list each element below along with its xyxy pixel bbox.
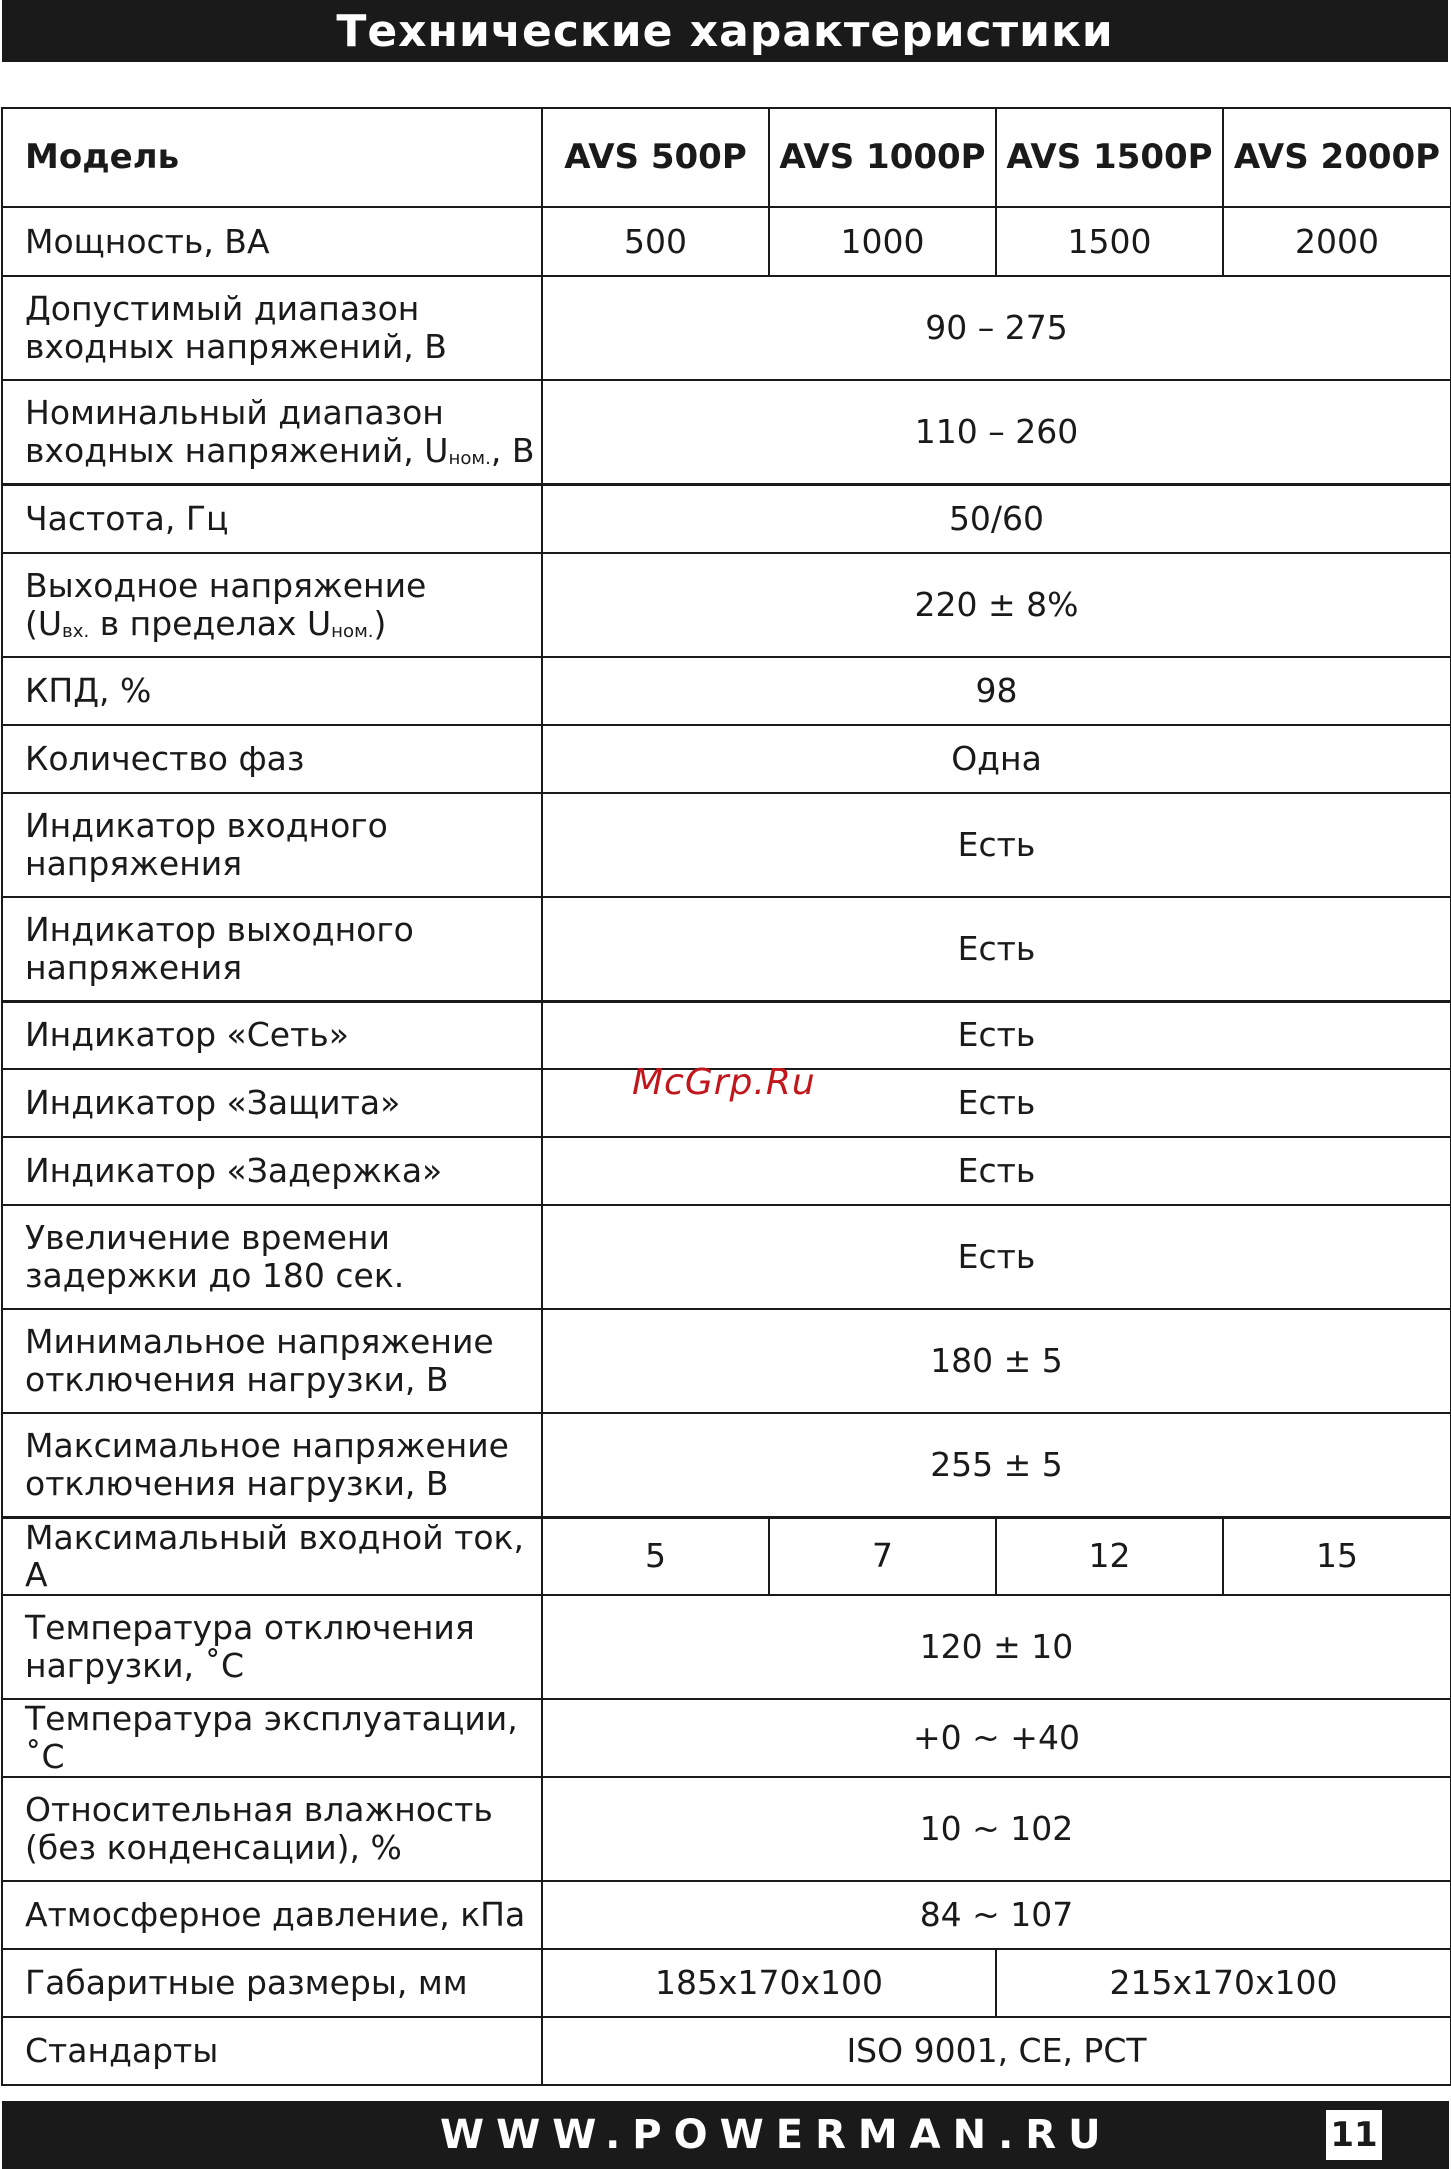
table-row	[2, 1413, 1451, 1517]
model-cell: AVS 1000P	[769, 108, 996, 207]
table-row	[2, 897, 1451, 1001]
row-value: Одна	[542, 725, 1451, 793]
footer-url[interactable]: WWW.POWERMAN.RU	[440, 2112, 1113, 2158]
row-value: 1500	[996, 207, 1223, 276]
row-value: 98	[542, 657, 1451, 725]
page-title: Технические характеристики	[336, 5, 1114, 57]
row-value: 180 ± 5	[542, 1309, 1451, 1413]
model-header: Модель	[2, 108, 542, 207]
row-label: Индикатор «Задержка»	[2, 1137, 542, 1205]
model-cell: AVS 2000P	[1223, 108, 1451, 207]
row-value: 1000	[769, 207, 996, 276]
row-label: Количество фаз	[2, 725, 542, 793]
row-label: Максимальный входной ток, А	[2, 1517, 542, 1595]
row-label: Номинальный диапазон входных напряжений, Uном., В	[2, 380, 542, 484]
table-row	[2, 1001, 1451, 1069]
row-label: Минимальное напряжение отключения нагрузки, В	[2, 1309, 542, 1413]
row-label: Частота, Гц	[2, 484, 542, 553]
table-row	[2, 1949, 1451, 2017]
row-label: Индикатор входного напряжения	[2, 793, 542, 897]
table-row	[2, 725, 1451, 793]
row-label: Атмосферное давление, кПа	[2, 1881, 542, 1949]
table-row	[2, 1205, 1451, 1309]
row-label: Максимальное напряжение отключения нагрузки, В	[2, 1413, 542, 1517]
row-value: ISO 9001, CE, РСТ	[542, 2017, 1451, 2085]
row-label: Индикатор «Сеть»	[2, 1001, 542, 1069]
row-value: 255 ± 5	[542, 1413, 1451, 1517]
table-row	[2, 1137, 1451, 1205]
row-value: 10 ~ 102	[542, 1777, 1451, 1881]
header-bar	[2, 0, 1448, 62]
row-value: +0 ~ +40	[542, 1699, 1451, 1777]
row-value: Есть	[542, 897, 1451, 1001]
table-row	[2, 484, 1451, 553]
row-label: Габаритные размеры, мм	[2, 1949, 542, 2017]
table-row	[2, 553, 1451, 657]
row-value: 84 ~ 107	[542, 1881, 1451, 1949]
table-row	[2, 1699, 1451, 1777]
row-value: 15	[1223, 1517, 1451, 1595]
row-value: 2000	[1223, 207, 1451, 276]
table-row	[2, 793, 1451, 897]
table-row	[2, 380, 1451, 484]
row-value: 5	[542, 1517, 769, 1595]
row-value: 50/60	[542, 484, 1451, 553]
row-value: 215x170x100	[996, 1949, 1451, 2017]
table-row	[2, 1777, 1451, 1881]
row-value: Есть	[542, 1001, 1451, 1069]
row-label: Индикатор выходного напряжения	[2, 897, 542, 1001]
row-label: Температура эксплуатации, ˚С	[2, 1699, 542, 1777]
table-row	[2, 657, 1451, 725]
row-label: Мощность, ВА	[2, 207, 542, 276]
page-number: 11	[1326, 2110, 1382, 2160]
row-label: Температура отключения нагрузки, ˚С	[2, 1595, 542, 1699]
row-value: 7	[769, 1517, 996, 1595]
table-header-row	[2, 108, 1451, 207]
table-row	[2, 276, 1451, 380]
model-cell: AVS 1500P	[996, 108, 1223, 207]
row-value: 110 – 260	[542, 380, 1451, 484]
table-row	[2, 1881, 1451, 1949]
row-label: Выходное напряжение (Uвх. в пределах Uном.)	[2, 553, 542, 657]
table-row	[2, 1517, 1451, 1595]
row-value: Есть	[542, 1205, 1451, 1309]
row-label: Увеличение времени задержки до 180 сек.	[2, 1205, 542, 1309]
row-value: Есть	[542, 1069, 1451, 1137]
row-value: 90 – 275	[542, 276, 1451, 380]
row-label: Индикатор «Защита»	[2, 1069, 542, 1137]
row-value: 12	[996, 1517, 1223, 1595]
row-value: 500	[542, 207, 769, 276]
row-label: Относительная влажность (без конденсации), %	[2, 1777, 542, 1881]
watermark: McGrp.Ru	[632, 1062, 816, 1103]
row-label: КПД, %	[2, 657, 542, 725]
row-label: Стандарты	[2, 2017, 542, 2085]
table-row	[2, 2017, 1451, 2085]
row-value: Есть	[542, 793, 1451, 897]
row-value: 120 ± 10	[542, 1595, 1451, 1699]
model-cell: AVS 500P	[542, 108, 769, 207]
row-value: Есть	[542, 1137, 1451, 1205]
row-value: 185x170x100	[542, 1949, 996, 2017]
row-value: 220 ± 8%	[542, 553, 1451, 657]
table-row	[2, 1595, 1451, 1699]
table-row	[2, 1309, 1451, 1413]
row-label: Допустимый диапазон входных напряжений, В	[2, 276, 542, 380]
table-row	[2, 207, 1451, 276]
